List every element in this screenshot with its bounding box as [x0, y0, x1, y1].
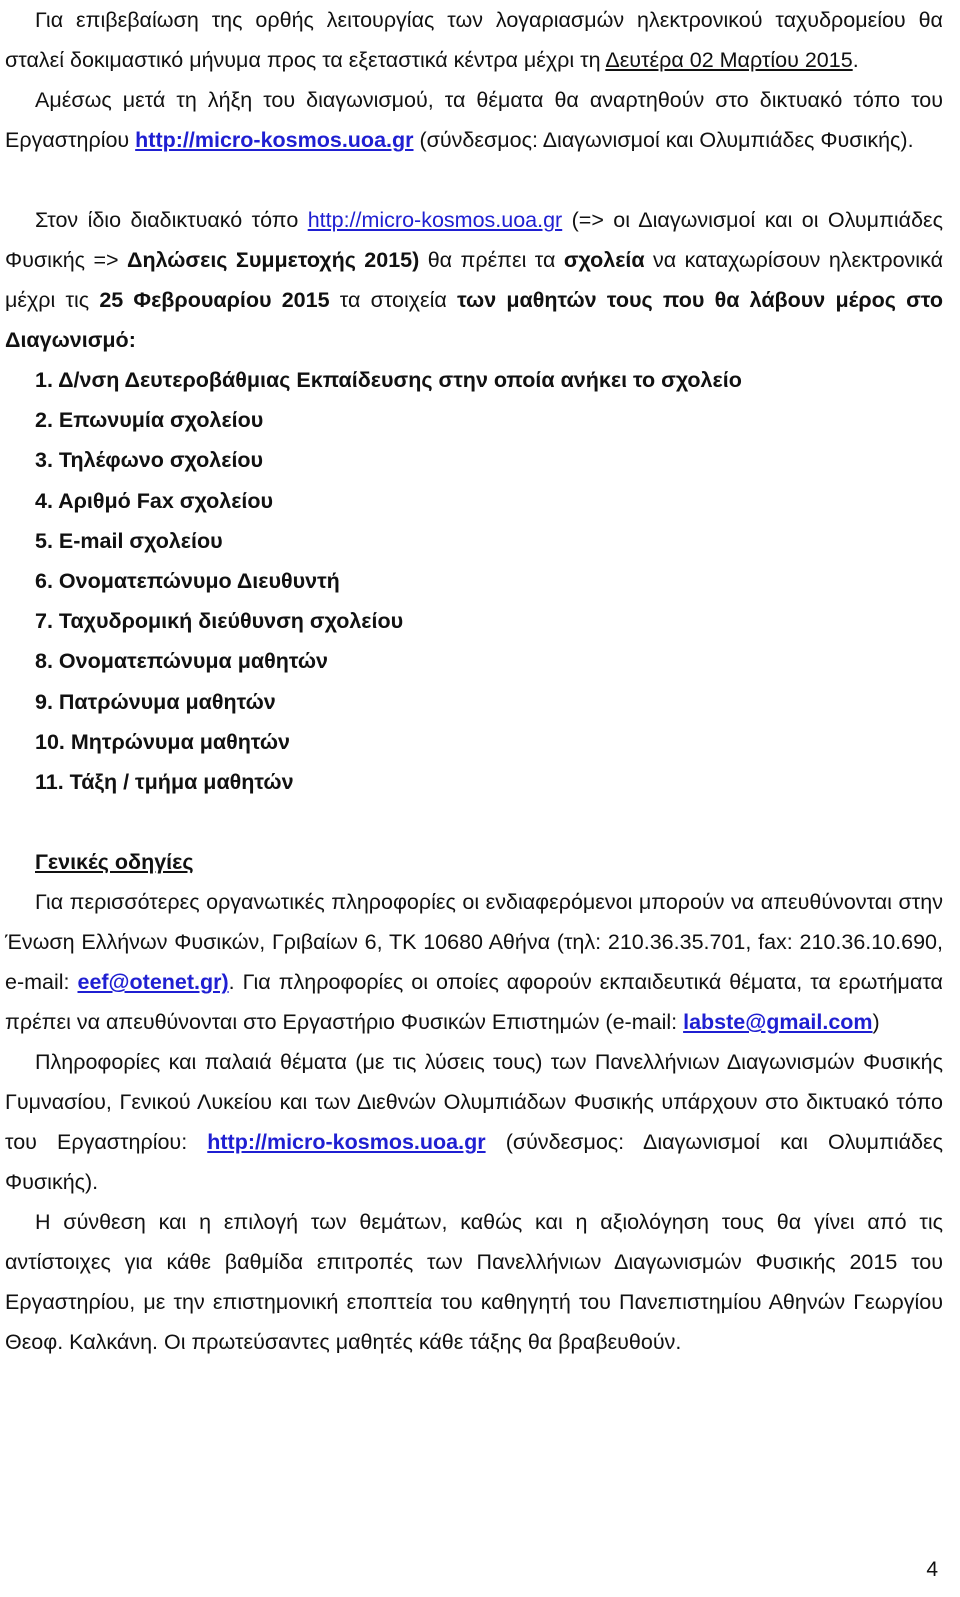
registration-bold-4: των μαθητών τους που θα λάβουν μέρος στο Διαγωνισμό: — [5, 288, 943, 352]
spacer — [5, 160, 943, 200]
registration-bold-1: Δηλώσεις Συμμετοχής 2015) — [126, 248, 420, 272]
list-item: 4. Αριθμό Fax σχολείου — [35, 488, 274, 513]
topics-paragraph — [5, 80, 943, 160]
list-item: 3. Τηλέφωνο σχολείου — [35, 448, 264, 473]
general-p2-text-1: Πληροφορίες και παλαιά θέματα (με τις λύσεις τους) των Πανελλήνιων Διαγωνισμών Φυσικής Γυμνασίου, Γενικού Λυκείου και των Διεθνών Ολυμπιάδων Φυσικής υπάρχουν στο δικτυακό τόπο του Εργαστηρίου: — [5, 1050, 943, 1155]
list-item: 5. E-mail σχολείου — [35, 528, 223, 553]
page-number: 4 — [926, 1558, 938, 1581]
registration-text-4: να καταχωρίσουν ηλεκτρονικά μέχρι τις — [5, 248, 943, 312]
registration-deadline: 25 Φεβρουαρίου 2015 — [99, 288, 330, 312]
test-message-text: Για επιβεβαίωση της ορθής λειτουργίας των λογαριασμών ηλεκτρονικού ταχυδρομείου θα σταλεί δοκιμαστικό μήνυμα προς τα εξεταστικά κέντρα μέχρι τη — [5, 8, 943, 72]
topics-end: (σύνδεσμος: Διαγωνισμοί και Ολυμπιάδες Φυσικής). — [413, 128, 914, 152]
list-item: 6. Ονοματεπώνυμο Διευθυντή — [35, 569, 340, 594]
list-item: 10. Μητρώνυμα μαθητών — [35, 729, 291, 754]
registration-link[interactable]: http://micro-kosmos.uoa.gr — [307, 208, 563, 232]
general-p1-text-2: . Για πληροφορίες οι οποίες αφορούν εκπαιδευτικά θέματα, τα ερωτήματα πρέπει να απευθύνονται στο Εργαστήριο Φυσικών Επιστημών (e-mail: — [5, 970, 943, 1035]
list-item: 11. Τάξη / τμήμα μαθητών — [35, 770, 294, 795]
test-message-paragraph — [5, 0, 943, 80]
spacer — [5, 802, 943, 842]
list-item: 1. Δ/νση Δευτεροβάθμιας Εκπαίδευσης στην οποία ανήκει το σχολείο — [35, 368, 742, 392]
general-instructions-heading: Γενικές οδηγίες — [35, 850, 194, 875]
micro-kosmos-link-2[interactable]: http://micro-kosmos.uoa.gr — [207, 1130, 486, 1155]
general-p1-text-3: ) — [872, 1010, 880, 1035]
list-item: 7. Ταχυδρομική διεύθυνση σχολείου — [35, 609, 404, 634]
registration-bold-2: σχολεία — [563, 248, 645, 272]
general-paragraph-1 — [5, 882, 943, 1042]
registration-text-3: θα πρέπει τα — [419, 248, 564, 272]
list-item: 9. Πατρώνυμα μαθητών — [35, 689, 276, 714]
eef-email-link[interactable]: eef@otenet.gr) — [77, 970, 229, 995]
registration-text-1: Στον ίδιο διαδικτυακό τόπο — [35, 208, 308, 232]
labste-email-link[interactable]: labste@gmail.com — [683, 1010, 873, 1035]
general-paragraph-3: Η σύνθεση και η επιλογή των θεμάτων, καθώς και η αξιολόγηση τους θα γίνει από τις αντίστοιχες για κάθε βαθμίδα επιτροπές των Πανελλήνιων Διαγωνισμών Φυσικής 2015 του Εργαστηρίου, με την επιστημονική εποπτεία του καθηγητή του Πανεπιστημίου Αθηνών Γεωργίου Θεοφ. Καλκάνη. Οι πρωτεύσαντες μαθητές κάθε τάξης θα βραβευθούν. — [5, 1210, 943, 1355]
general-paragraph-2 — [5, 1042, 943, 1202]
general-p2-text-2: (σύνδεσμος: Διαγωνισμοί και Ολυμπιάδες Φυσικής). — [5, 1130, 944, 1195]
topics-text: Αμέσως μετά τη λήξη του διαγωνισμού, τα θέματα θα αναρτηθούν στο δικτυακό τόπο του Εργαστηρίου — [5, 88, 943, 152]
list-item: 8. Ονοματεπώνυμα μαθητών — [35, 649, 328, 674]
document-page — [5, 0, 943, 1362]
registration-text-2: (=> οι Διαγωνισμοί και οι Ολυμπιάδες Φυσικής => — [5, 208, 943, 272]
registration-paragraph — [5, 200, 943, 360]
registration-text-5: τα στοιχεία — [329, 288, 458, 312]
test-message-end: . — [852, 48, 859, 72]
test-message-date: Δευτέρα 02 Μαρτίου 2015 — [605, 48, 853, 72]
micro-kosmos-link[interactable]: http://micro-kosmos.uoa.gr — [135, 128, 414, 152]
general-p1-text-1: Για περισσότερες οργανωτικές πληροφορίες οι ενδιαφερόμενοι μπορούν να απευθύνονται στην Ένωση Ελλήνων Φυσικών, Γριβαίων 6, ΤΚ 10680 Αθήνα (τηλ: 210.36.35.701, fax: 210.36.10.690, e-mail: — [5, 890, 943, 995]
required-items-list — [5, 360, 943, 802]
list-item: 2. Επωνυμία σχολείου — [35, 408, 264, 433]
